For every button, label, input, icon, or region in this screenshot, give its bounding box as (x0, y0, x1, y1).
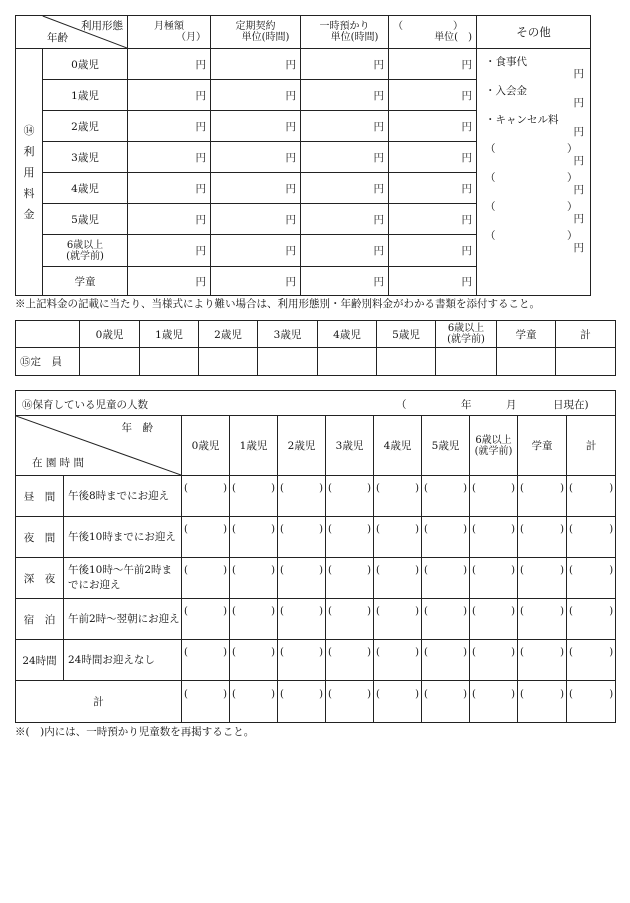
fee-cell[interactable]: 円 (301, 49, 389, 80)
capacity-row-label: ⑮定 員 (16, 348, 80, 376)
capacity-table (15, 320, 616, 376)
child-count-cell[interactable] (278, 558, 326, 599)
fee-cell[interactable]: 円 (389, 49, 477, 80)
fee-cell[interactable]: 円 (301, 235, 389, 267)
fee-cell[interactable]: 円 (211, 267, 301, 296)
temporary-count-parens: ( ) (424, 524, 467, 535)
temporary-count-parens: ( ) (232, 524, 275, 535)
temporary-count-parens: ( ) (232, 565, 275, 576)
fee-header-usage: 利用形態 (81, 20, 123, 32)
children-table (15, 390, 616, 723)
temporary-count-parens: ( ) (520, 565, 564, 576)
child-count-cell[interactable] (230, 517, 278, 558)
child-count-cell[interactable] (374, 681, 422, 723)
child-count-cell[interactable] (422, 558, 470, 599)
temporary-count-parens: ( ) (376, 647, 419, 658)
children-col-header: 5歳児 (422, 416, 470, 476)
fee-row-age: 6歳以上 (就学前) (43, 235, 128, 267)
capacity-cell[interactable] (377, 348, 436, 376)
fee-cell[interactable]: 円 (128, 49, 211, 80)
children-col-header: 学童 (518, 416, 567, 476)
children-col-header: 0歳児 (182, 416, 230, 476)
fee-cell[interactable]: 円 (128, 204, 211, 235)
time-category: 深 夜 (16, 558, 64, 599)
fee-row-age: 1歳児 (43, 80, 128, 111)
children-diagonal-header (16, 416, 182, 476)
temporary-count-parens: ( ) (280, 606, 323, 617)
temporary-count-parens: ( ) (520, 524, 564, 535)
other-item[interactable]: （ ） 円 (485, 230, 584, 254)
temporary-count-parens: ( ) (520, 606, 564, 617)
fee-cell[interactable]: 円 (211, 142, 301, 173)
fee-note: ※上記料金の記載に当たり、当様式により難い場合は、利用形態別・年齢別料金がわかる書類を添付すること。 (15, 298, 540, 310)
child-count-cell[interactable] (518, 640, 567, 681)
temporary-count-parens: ( ) (569, 483, 614, 494)
child-count-cell[interactable] (567, 681, 616, 723)
child-count-cell[interactable] (278, 476, 326, 517)
capacity-cell[interactable] (258, 348, 318, 376)
child-count-cell[interactable] (230, 599, 278, 640)
fee-cell[interactable]: 円 (128, 142, 211, 173)
child-count-cell[interactable] (278, 640, 326, 681)
temporary-count-parens: ( ) (520, 688, 564, 700)
fee-header-contract: 定期契約 単位(時間) (211, 16, 301, 49)
child-count-cell[interactable] (567, 640, 616, 681)
child-count-cell[interactable] (182, 517, 230, 558)
children-header-age: 年 齢 (121, 422, 153, 434)
temporary-count-parens: ( ) (376, 606, 419, 617)
child-count-cell[interactable] (230, 640, 278, 681)
fee-header-temporary: 一時預かり 単位(時間) (301, 16, 389, 49)
temporary-count-parens: ( ) (184, 524, 227, 535)
time-description: 午後10時までにお迎え (64, 517, 182, 558)
temporary-count-parens: ( ) (472, 647, 515, 658)
temporary-count-parens: ( ) (376, 483, 419, 494)
children-title: ⑯保育している児童の人数 (22, 399, 148, 411)
temporary-count-parens: ( ) (472, 565, 515, 576)
child-count-cell[interactable] (422, 476, 470, 517)
temporary-count-parens: ( ) (328, 565, 371, 576)
time-description: 午後10時～午前2時までにお迎え (64, 558, 182, 599)
children-note: ※( )内には、一時預かり児童数を再掲すること。 (15, 726, 255, 738)
child-count-cell[interactable] (422, 681, 470, 723)
other-item[interactable]: ・キャンセル料 円 (485, 114, 584, 138)
capacity-cell[interactable] (199, 348, 258, 376)
child-count-cell[interactable] (326, 681, 374, 723)
temporary-count-parens: ( ) (569, 565, 614, 576)
temporary-count-parens: ( ) (424, 483, 467, 494)
temporary-count-parens: ( ) (184, 565, 227, 576)
child-count-cell[interactable] (518, 681, 567, 723)
children-title-row (16, 391, 616, 416)
children-col-header: 計 (567, 416, 616, 476)
fee-cell[interactable]: 円 (389, 142, 477, 173)
temporary-count-parens: ( ) (520, 483, 564, 494)
temporary-count-parens: ( ) (520, 647, 564, 658)
fee-cell[interactable]: 円 (128, 267, 211, 296)
temporary-count-parens: ( ) (184, 483, 227, 494)
time-category: 昼 間 (16, 476, 64, 517)
fee-other-column (477, 49, 591, 296)
temporary-count-parens: ( ) (376, 688, 419, 700)
children-col-header: 1歳児 (230, 416, 278, 476)
temporary-count-parens: ( ) (232, 647, 275, 658)
child-count-cell[interactable] (182, 599, 230, 640)
temporary-count-parens: ( ) (569, 688, 614, 700)
temporary-count-parens: ( ) (232, 606, 275, 617)
fee-cell[interactable]: 円 (128, 111, 211, 142)
fee-cell[interactable]: 円 (128, 235, 211, 267)
child-count-cell[interactable] (374, 599, 422, 640)
child-count-cell[interactable] (182, 476, 230, 517)
fee-cell[interactable]: 円 (211, 49, 301, 80)
temporary-count-parens: ( ) (472, 524, 515, 535)
temporary-count-parens: ( ) (280, 647, 323, 658)
fee-cell[interactable]: 円 (301, 111, 389, 142)
fee-row-age: 2歳児 (43, 111, 128, 142)
child-count-cell[interactable] (326, 599, 374, 640)
temporary-count-parens: ( ) (472, 483, 515, 494)
other-item[interactable]: （ ） 円 (485, 172, 584, 196)
time-description: 午前2時～翌朝にお迎え (64, 599, 182, 640)
child-count-cell[interactable] (518, 517, 567, 558)
children-col-header: 2歳児 (278, 416, 326, 476)
capacity-col-header: 1歳児 (140, 321, 199, 348)
fee-row-age: 3歳児 (43, 142, 128, 173)
capacity-col-header: 2歳児 (199, 321, 258, 348)
child-count-cell[interactable] (326, 476, 374, 517)
date-year[interactable]: 年 (461, 399, 472, 411)
fee-header-other: その他 (477, 16, 591, 49)
children-body (16, 476, 616, 723)
child-count-cell[interactable] (374, 476, 422, 517)
fee-cell[interactable]: 円 (389, 235, 477, 267)
capacity-col-header: 6歳以上 (就学前) (436, 321, 497, 348)
fee-table (15, 15, 591, 296)
fee-cell[interactable]: 円 (211, 235, 301, 267)
capacity-cell[interactable] (556, 348, 616, 376)
temporary-count-parens: ( ) (472, 606, 515, 617)
child-count-cell[interactable] (326, 558, 374, 599)
fee-cell[interactable]: 円 (128, 173, 211, 204)
capacity-cell[interactable] (140, 348, 199, 376)
temporary-count-parens: ( ) (328, 688, 371, 700)
children-col-header: 6歳以上 (就学前) (470, 416, 518, 476)
child-count-cell[interactable] (518, 558, 567, 599)
child-count-cell[interactable] (326, 640, 374, 681)
child-count-cell[interactable] (278, 599, 326, 640)
fee-header-age: 年齢 (47, 32, 68, 44)
child-count-cell[interactable] (470, 640, 518, 681)
child-count-cell[interactable] (518, 476, 567, 517)
child-count-cell[interactable] (470, 681, 518, 723)
fee-row-age: 5歳児 (43, 204, 128, 235)
child-count-cell[interactable] (470, 517, 518, 558)
temporary-count-parens: ( ) (232, 688, 275, 700)
temporary-count-parens: ( ) (424, 647, 467, 658)
temporary-count-parens: ( ) (184, 688, 227, 700)
temporary-count-parens: ( ) (424, 565, 467, 576)
child-count-cell[interactable] (470, 599, 518, 640)
fee-row-age: 4歳児 (43, 173, 128, 204)
other-item[interactable]: ・食事代 円 (485, 56, 584, 80)
children-header-time: 在 園 時 間 (32, 457, 85, 469)
child-count-cell[interactable] (518, 599, 567, 640)
capacity-col-header: 0歳児 (80, 321, 140, 348)
child-count-cell[interactable] (374, 517, 422, 558)
fee-cell[interactable]: 円 (211, 80, 301, 111)
fee-cell[interactable]: 円 (389, 80, 477, 111)
capacity-col-header: 5歳児 (377, 321, 436, 348)
child-count-cell[interactable] (278, 517, 326, 558)
fee-cell[interactable]: 円 (301, 204, 389, 235)
time-category: 24時間 (16, 640, 64, 681)
fee-cell[interactable]: 円 (301, 80, 389, 111)
fee-header-monthly: 月極額 （月） (128, 16, 211, 49)
fee-side-label: ⑭ 利 用 料 金 (16, 49, 43, 296)
other-item[interactable]: （ ） 円 (485, 201, 584, 225)
temporary-count-parens: ( ) (472, 688, 515, 700)
temporary-count-parens: ( ) (328, 483, 371, 494)
child-count-cell[interactable] (567, 558, 616, 599)
child-count-cell[interactable] (182, 640, 230, 681)
time-category: 夜 間 (16, 517, 64, 558)
child-count-cell[interactable] (182, 681, 230, 723)
fee-cell[interactable]: 円 (389, 173, 477, 204)
date-month[interactable]: 月 (506, 399, 517, 411)
other-item[interactable]: （ ） 円 (485, 143, 584, 167)
temporary-count-parens: ( ) (569, 606, 614, 617)
fee-cell[interactable]: 円 (128, 80, 211, 111)
temporary-count-parens: ( ) (280, 565, 323, 576)
temporary-count-parens: ( ) (232, 483, 275, 494)
temporary-count-parens: ( ) (280, 688, 323, 700)
capacity-cell[interactable] (436, 348, 497, 376)
child-count-cell[interactable] (422, 517, 470, 558)
fee-cell[interactable]: 円 (389, 111, 477, 142)
temporary-count-parens: ( ) (376, 565, 419, 576)
fee-cell[interactable]: 円 (301, 173, 389, 204)
capacity-cell[interactable] (318, 348, 377, 376)
child-count-cell[interactable] (470, 558, 518, 599)
child-count-cell[interactable] (230, 681, 278, 723)
temporary-count-parens: ( ) (376, 524, 419, 535)
temporary-count-parens: ( ) (569, 524, 614, 535)
fee-cell[interactable]: 円 (301, 267, 389, 296)
other-item[interactable]: ・入会金 円 (485, 85, 584, 109)
time-description: 午後8時までにお迎え (64, 476, 182, 517)
temporary-count-parens: ( ) (280, 483, 323, 494)
temporary-count-parens: ( ) (328, 647, 371, 658)
temporary-count-parens: ( ) (280, 524, 323, 535)
temporary-count-parens: ( ) (328, 524, 371, 535)
temporary-count-parens: ( ) (424, 606, 467, 617)
child-count-cell[interactable] (567, 476, 616, 517)
fee-cell[interactable]: 円 (389, 204, 477, 235)
children-col-header: 3歳児 (326, 416, 374, 476)
capacity-col-header: 学童 (497, 321, 556, 348)
temporary-count-parens: ( ) (569, 647, 614, 658)
capacity-col-header: 3歳児 (258, 321, 318, 348)
fee-row-age: 学童 (43, 267, 128, 296)
child-count-cell[interactable] (470, 476, 518, 517)
capacity-cell[interactable] (497, 348, 556, 376)
date-open: （ (396, 399, 407, 411)
fee-cell[interactable]: 円 (301, 142, 389, 173)
temporary-count-parens: ( ) (424, 688, 467, 700)
temporary-count-parens: ( ) (184, 647, 227, 658)
fee-cell[interactable]: 円 (211, 204, 301, 235)
temporary-count-parens: ( ) (184, 606, 227, 617)
date-tail[interactable]: 日現在) (553, 399, 589, 411)
capacity-col-header: 計 (556, 321, 616, 348)
fee-row-age: 0歳児 (43, 49, 128, 80)
capacity-cell[interactable] (80, 348, 140, 376)
child-count-cell[interactable] (422, 640, 470, 681)
total-row-label: 計 (16, 681, 182, 723)
fee-cell[interactable]: 円 (211, 173, 301, 204)
child-count-cell[interactable] (567, 517, 616, 558)
fee-cell[interactable]: 円 (389, 267, 477, 296)
fee-diagonal-header (16, 16, 128, 49)
child-count-cell[interactable] (374, 558, 422, 599)
child-count-cell[interactable] (567, 599, 616, 640)
time-category: 宿 泊 (16, 599, 64, 640)
child-count-cell[interactable] (230, 558, 278, 599)
time-description: 24時間お迎えなし (64, 640, 182, 681)
capacity-col-header: 4歳児 (318, 321, 377, 348)
child-count-cell[interactable] (278, 681, 326, 723)
children-col-header: 4歳児 (374, 416, 422, 476)
child-count-cell[interactable] (182, 558, 230, 599)
fee-header-custom: （ ） 単位( ) (389, 16, 477, 49)
child-count-cell[interactable] (326, 517, 374, 558)
fee-cell[interactable]: 円 (211, 111, 301, 142)
temporary-count-parens: ( ) (328, 606, 371, 617)
child-count-cell[interactable] (374, 640, 422, 681)
child-count-cell[interactable] (422, 599, 470, 640)
child-count-cell[interactable] (230, 476, 278, 517)
